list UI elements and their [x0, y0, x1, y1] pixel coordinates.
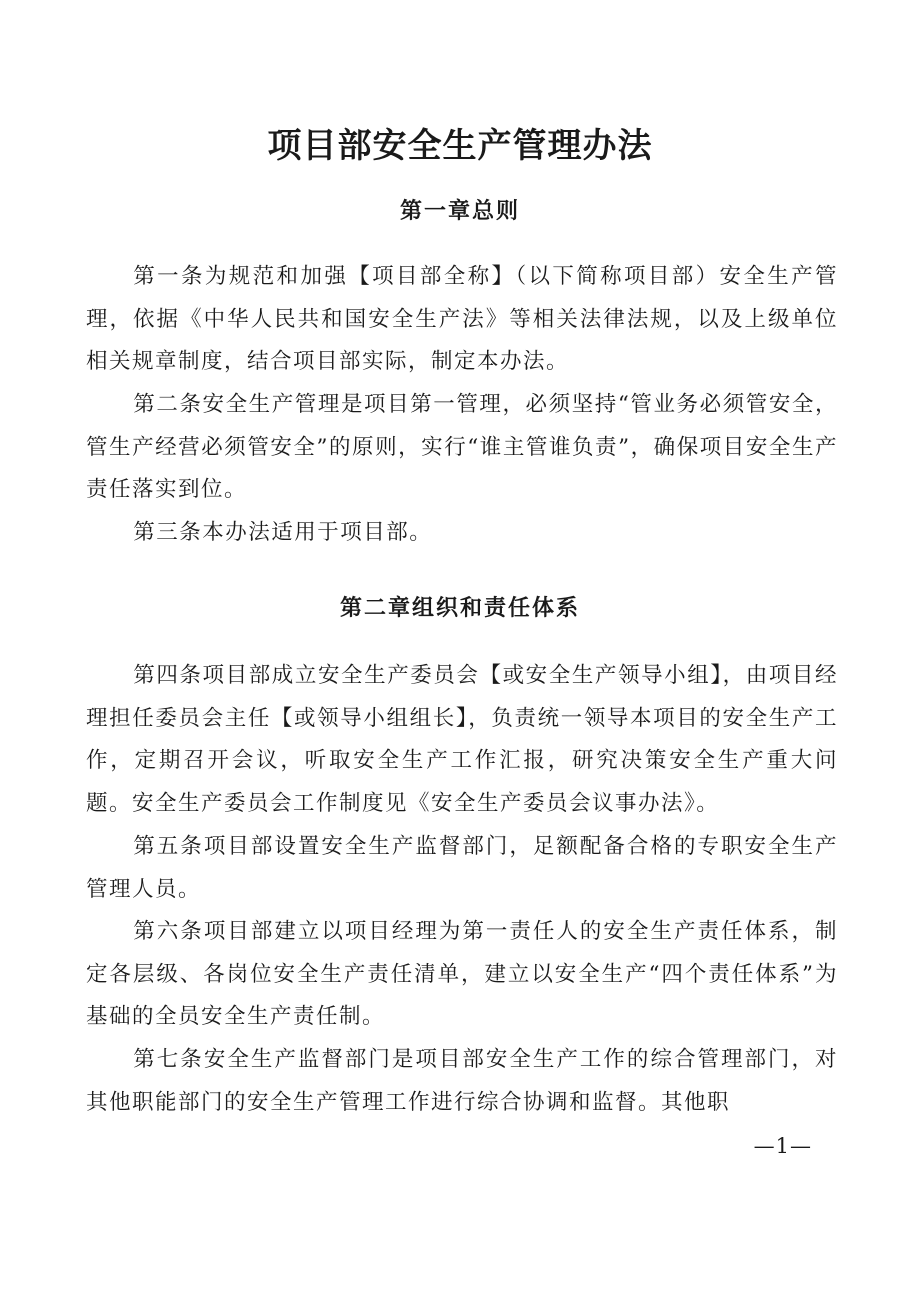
article-5: 第五条项目部设置安全生产监督部门，足额配备合格的专职安全生产管理人员。: [86, 834, 838, 902]
chapter-heading-organization: 第二章组织和责任体系: [339, 595, 580, 621]
chapter-heading-general: 第一章总则: [399, 198, 520, 224]
page-number: —1—: [753, 1134, 812, 1158]
article-4: 第四条项目部成立安全生产委员会【或安全生产领导小组】，由项目经理担任委员会主任【或领导小组组长】，负责统一领导本项目的安全生产工作，定期召开会议，听取安全生产工作汇报，研究决策安全生产重大问题。安全生产委员会工作制度见《安全生产委员会议事办法》。: [86, 663, 838, 816]
article-1: 第一条为规范和加强【项目部全称】（以下简称项目部）安全生产管理，依据《中华人民共和国安全生产法》等相关法律法规，以及上级单位相关规章制度，结合项目部实际，制定本办法。: [86, 264, 838, 374]
article-7: 第七条安全生产监督部门是项目部安全生产工作的综合管理部门，对其他职能部门的安全生产管理工作进行综合协调和监督。其他职: [86, 1047, 838, 1115]
article-6: 第六条项目部建立以项目经理为第一责任人的安全生产责任体系，制定各层级、各岗位安全生产责任清单，建立以安全生产“四个责任体系”为基础的全员安全生产责任制。: [86, 919, 838, 1029]
document-title: 项目部安全生产管理办法: [267, 126, 653, 166]
article-2: 第二条安全生产管理是项目第一管理，必须坚持“管业务必须管安全，管生产经营必须管安全”的原则，实行“谁主管谁负责”，确保项目安全生产责任落实到位。: [86, 392, 838, 502]
article-3: 第三条本办法适用于项目部。: [133, 520, 433, 545]
